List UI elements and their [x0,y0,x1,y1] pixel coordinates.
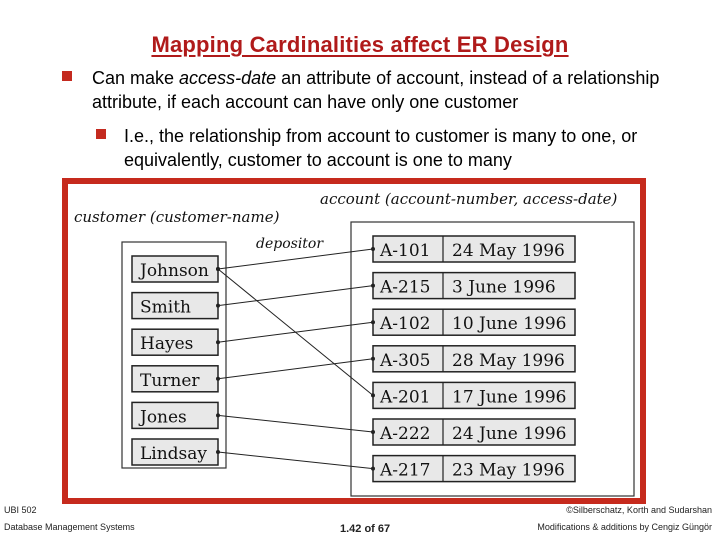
bullet-square-icon [62,71,72,81]
bullet-1-text-start: Can make [92,68,180,88]
customer-name: Smith [140,297,191,318]
access-date: 24 May 1996 [452,241,565,261]
access-date: 3 June 1996 [452,277,556,298]
footer-course-code: UBI 502 [4,505,37,515]
link-endpoint [371,430,375,434]
footer-copyright: ©Silberschatz, Korth and Sudarshan [566,505,712,515]
link-endpoint [216,450,220,454]
page-number: 1.42 of 67 [340,523,391,535]
customer-name: Johnson [140,261,209,281]
link-endpoint [371,393,375,397]
link-endpoint [216,304,220,308]
account-number: A-102 [380,314,431,335]
account-number: A-201 [380,387,431,408]
account-number: A-222 [380,424,431,444]
bullet-1-text-end: an attribute of account, instead of a relationship attribute, if each account can have only one customer [92,68,660,112]
account-number: A-217 [380,460,431,481]
footer-course-title: Database Management Systems [4,522,135,532]
access-date: 23 May 1996 [452,460,565,481]
bullet-square-icon [96,129,106,139]
access-date: 17 June 1996 [452,387,567,408]
link-endpoint [216,340,220,344]
access-date: 10 June 1996 [452,314,567,335]
er-mapping-figure [62,178,646,504]
account-number: A-215 [380,277,431,298]
footer-modifications: Modifications & additions by Cengiz Güngör [537,522,712,532]
account-number: A-101 [380,241,431,261]
customer-name: Lindsay [140,444,208,464]
customer-name: Jones [140,407,187,428]
bullet-1-italic-term: access-date [179,68,277,88]
slide-title: Mapping Cardinalities affect ER Design [151,32,569,57]
link-endpoint [371,284,375,288]
link-endpoint [371,357,375,361]
bullet-point-2 [96,124,706,172]
customer-name: Turner [140,370,200,391]
customer-name: Hayes [140,334,194,355]
link-endpoint [216,267,220,271]
account-number: A-305 [380,350,431,371]
bullet-2-text: I.e., the relationship from account to customer is many to one, or equivalently, customer to account is one to many [124,126,638,170]
access-date: 28 May 1996 [452,350,565,371]
bullet-point-1 [62,66,702,114]
customer-entity-label: customer (customer-name) [74,208,280,226]
link-endpoint [371,320,375,324]
access-date: 24 June 1996 [452,424,567,444]
link-endpoint [371,467,375,471]
account-entity-label: account (account-number, access-date) [320,190,618,208]
link-endpoint [371,247,375,251]
relationship-label: depositor [256,236,324,252]
link-endpoint [216,413,220,417]
er-mapping-diagram [62,178,646,504]
link-endpoint [216,377,220,381]
